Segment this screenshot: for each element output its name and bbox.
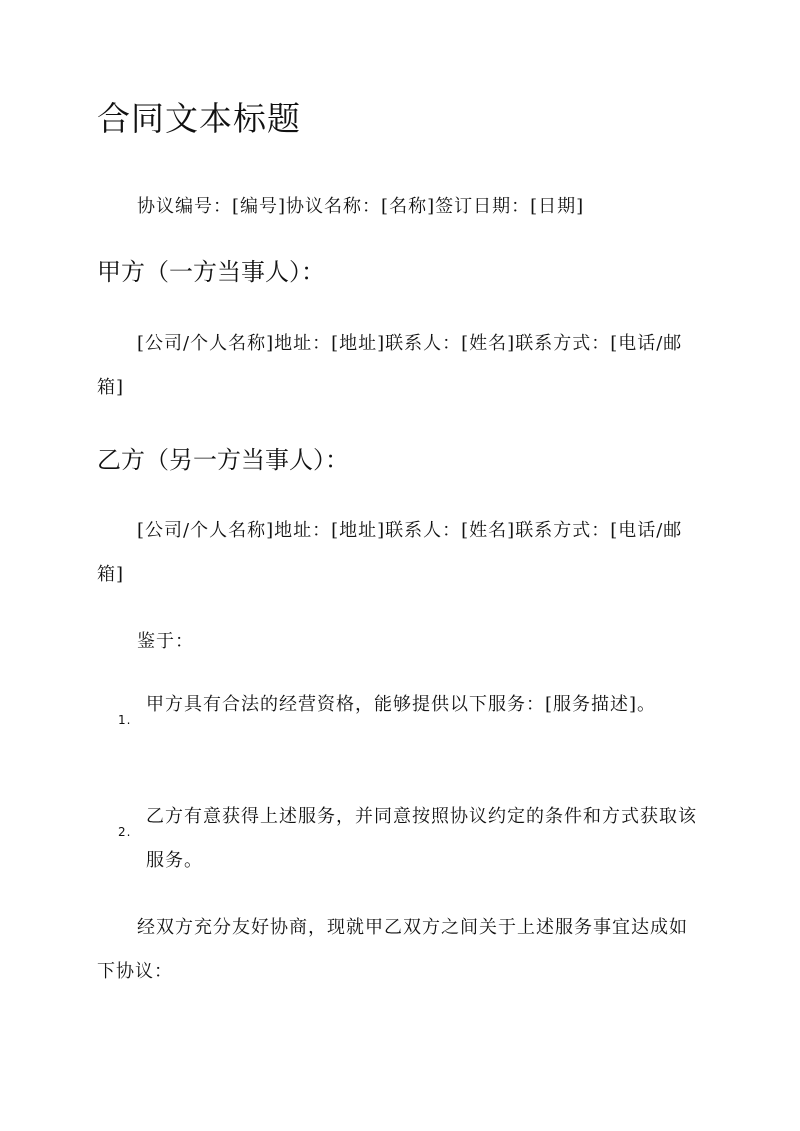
- list-text: 甲方具有合法的经营资格，能够提供以下服务：[服务描述]。: [146, 694, 657, 715]
- agreement-info: 协议编号：[编号]协议名称：[名称]签订日期：[日期]: [137, 196, 585, 217]
- party-b-details: [公司/个人名称]地址：[地址]联系人：[姓名]联系方式：[电话/邮箱]: [97, 520, 683, 585]
- party-b-heading: 乙方（另一方当事人）：: [97, 446, 349, 474]
- list-number: 1.: [118, 713, 132, 727]
- list-number: 2.: [118, 825, 132, 839]
- whereas-item: [118, 683, 698, 727]
- list-text: 乙方有意获得上述服务，并同意按照协议约定的条件和方式获取该服务。: [146, 806, 697, 871]
- conclusion-paragraph: 经双方充分友好协商，现就甲乙双方之间关于上述服务事宜达成如下协议：: [97, 917, 688, 982]
- party-a-heading: 甲方（一方当事人）：: [97, 258, 325, 286]
- whereas-item: [118, 795, 698, 883]
- party-a-details: [公司/个人名称]地址：[地址]联系人：[姓名]联系方式：[电话/邮箱]: [97, 333, 683, 398]
- whereas-label: 鉴于：: [137, 631, 194, 652]
- document-title: 合同文本标题: [97, 99, 301, 138]
